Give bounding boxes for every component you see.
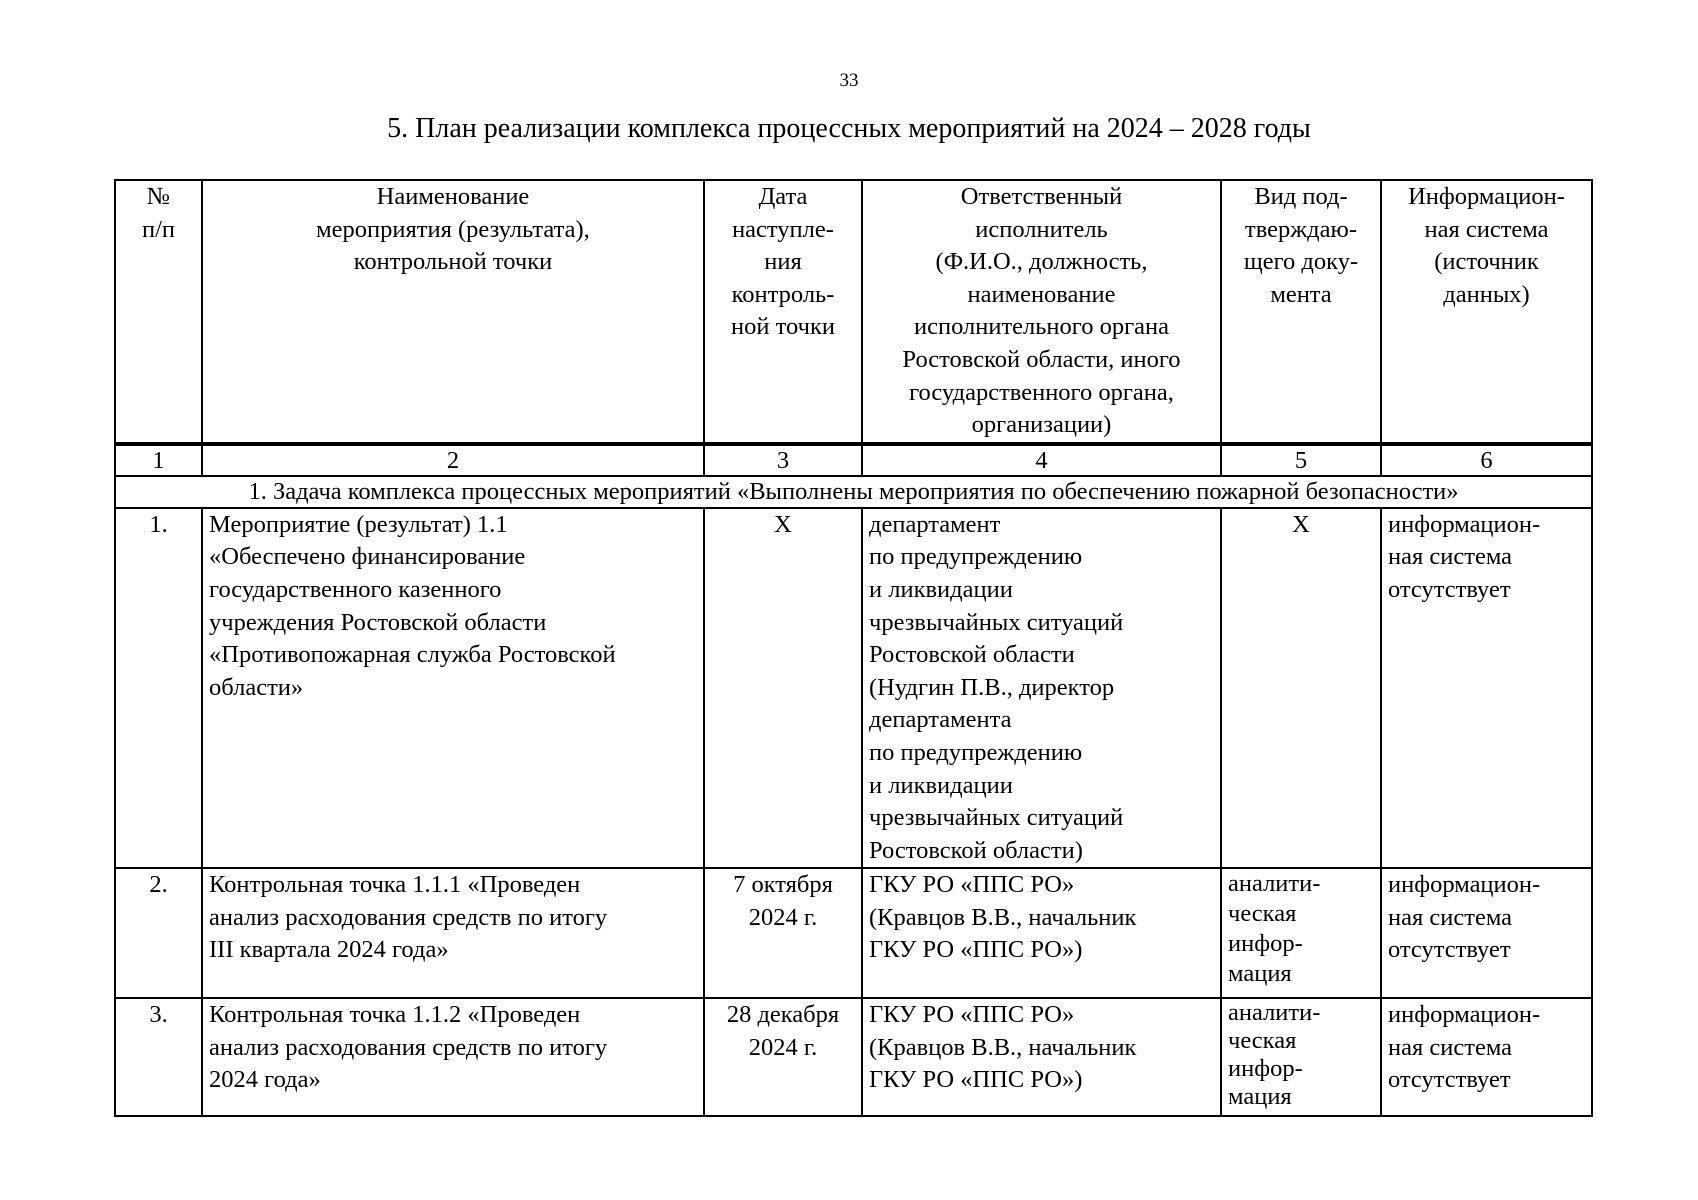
row-name: Контрольная точка 1.1.2 «Проведен анализ расходования средств по итогу 2024 года» (202, 998, 704, 1116)
column-number: 3 (704, 444, 862, 476)
row-name: Контрольная точка 1.1.1 «Проведен анализ расходования средств по итогу III квартала 2024 года» (202, 868, 704, 998)
row-number: 3. (115, 998, 202, 1116)
task-heading: 1. Задача комплекса процессных мероприятий «Выполнены мероприятия по обеспечению пожарной безопасности» (115, 476, 1592, 508)
row-info-system: информацион- ная система отсутствует (1381, 508, 1592, 869)
table-header-row (115, 180, 1592, 444)
row-responsible: департамент по предупреждению и ликвидации чрезвычайных ситуаций Ростовской области (Нудгин П.В., директор департамента по предупреждению и ликвидации чрезвычайных ситуаций Ростовской области) (862, 508, 1221, 869)
table-row (115, 868, 1592, 998)
row-responsible: ГКУ РО «ППС РО» (Кравцов В.В., начальник ГКУ РО «ППС РО») (862, 868, 1221, 998)
header-document-type: Вид под- тверждаю- щего доку- мента (1221, 180, 1381, 444)
plan-table (114, 179, 1593, 1117)
header-name: Наименование мероприятия (результата), контрольной точки (202, 180, 704, 444)
row-document-type: аналити- ческая инфор- мация (1221, 998, 1381, 1116)
header-info-system: Информацион- ная система (источник данных) (1381, 180, 1592, 444)
row-info-system: информацион- ная система отсутствует (1381, 998, 1592, 1116)
table-row (115, 998, 1592, 1116)
row-number: 1. (115, 508, 202, 869)
column-number: 2 (202, 444, 704, 476)
page-title: 5. План реализации комплекса процессных мероприятий на 2024 – 2028 годы (387, 113, 1311, 144)
row-number: 2. (115, 868, 202, 998)
row-date: Х (704, 508, 862, 869)
column-number: 4 (862, 444, 1221, 476)
column-number: 1 (115, 444, 202, 476)
row-responsible: ГКУ РО «ППС РО» (Кравцов В.В., начальник ГКУ РО «ППС РО») (862, 998, 1221, 1116)
row-date: 28 декабря 2024 г. (704, 998, 862, 1116)
header-date: Дата наступле- ния контроль- ной точки (704, 180, 862, 444)
row-document-type: аналити- ческая инфор- мация (1221, 868, 1381, 998)
header-number: № п/п (115, 180, 202, 444)
page-number: 33 (839, 70, 859, 91)
header-responsible: Ответственный исполнитель (Ф.И.О., должность, наименование исполнительного органа Ростовской области, иного государственного органа, организации) (862, 180, 1221, 444)
row-name: Мероприятие (результат) 1.1 «Обеспечено финансирование государственного казенного учреждения Ростовской области «Противопожарная служба Ростовской области» (202, 508, 704, 869)
row-date: 7 октября 2024 г. (704, 868, 862, 998)
column-number-row (115, 444, 1592, 476)
column-number: 6 (1381, 444, 1592, 476)
row-document-type: Х (1221, 508, 1381, 869)
task-heading-row (115, 476, 1592, 508)
table-row (115, 508, 1592, 869)
row-info-system: информацион- ная система отсутствует (1381, 868, 1592, 998)
column-number: 5 (1221, 444, 1381, 476)
